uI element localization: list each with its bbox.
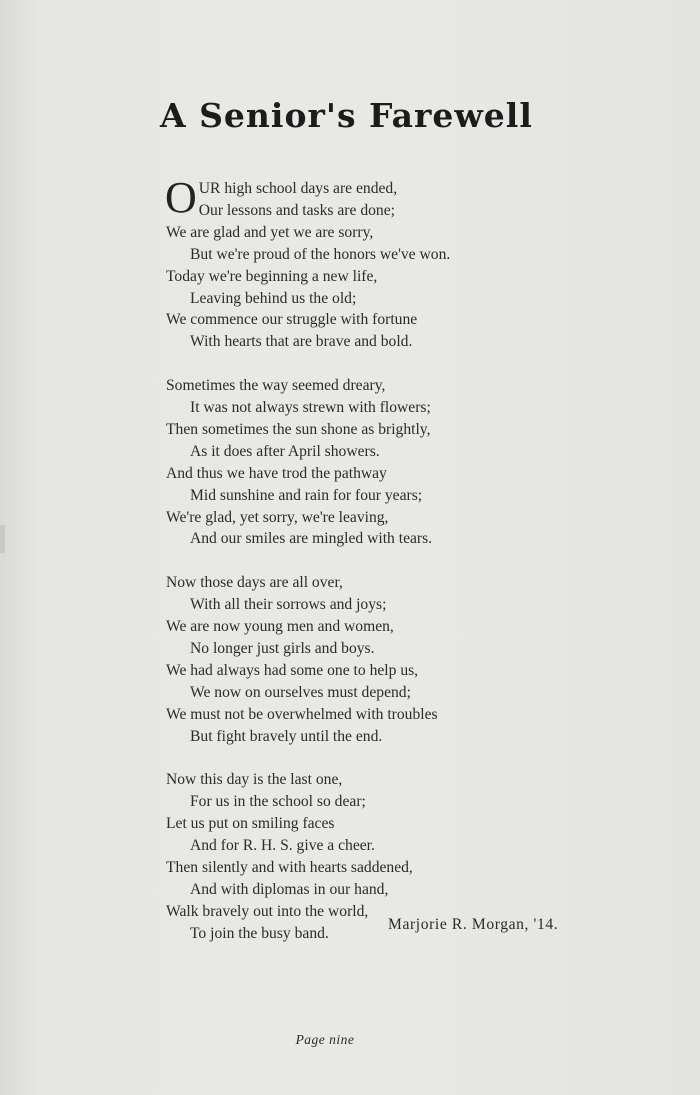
poem-line bbox=[166, 616, 526, 638]
poem-line bbox=[166, 682, 526, 704]
stanza bbox=[166, 572, 526, 747]
poem-line bbox=[166, 813, 526, 835]
poem-line-text: It was not always strewn with flowers; bbox=[190, 399, 431, 417]
poem-line-text: We are now young men and women, bbox=[166, 618, 394, 636]
poem-line-text: Now this day is the last one, bbox=[166, 771, 343, 789]
poem-line-text: With hearts that are brave and bold. bbox=[190, 333, 413, 351]
author-signature: Marjorie R. Morgan, '14. bbox=[388, 916, 559, 933]
drop-cap: O bbox=[165, 173, 197, 222]
poem-line bbox=[166, 528, 526, 550]
poem-line bbox=[166, 507, 526, 529]
poem-line bbox=[166, 660, 526, 682]
poem-line bbox=[166, 879, 526, 901]
poem-line bbox=[166, 331, 526, 353]
poem-line bbox=[166, 485, 526, 507]
poem-line bbox=[166, 419, 526, 441]
poem-line-text: Our lessons and tasks are done; bbox=[198, 201, 395, 219]
poem-title: A Senior's Farewell bbox=[160, 96, 533, 135]
poem-line bbox=[166, 835, 526, 857]
poem-line bbox=[166, 397, 526, 419]
poem-line-text: We're glad, yet sorry, we're leaving, bbox=[166, 508, 389, 526]
poem-line-text: UR high school days are ended, bbox=[198, 180, 398, 197]
poem-line bbox=[166, 638, 526, 660]
poem-line-text: Let us put on smiling faces bbox=[166, 815, 335, 833]
poem-line-text: Walk bravely out into the world, bbox=[166, 902, 369, 920]
poem-line-text: We had always had some one to help us, bbox=[166, 661, 419, 679]
stanza bbox=[166, 375, 526, 550]
page-number: Page nine bbox=[295, 1032, 355, 1047]
poem-line bbox=[166, 572, 526, 594]
poem-line bbox=[166, 857, 526, 879]
poem-line bbox=[166, 463, 526, 485]
page-edge-shadow bbox=[0, 525, 5, 553]
poem-line-text: We now on ourselves must depend; bbox=[190, 683, 411, 701]
poem-line-text: We commence our struggle with fortune bbox=[166, 311, 418, 329]
poem-line-text: And our smiles are mingled with tears. bbox=[190, 530, 433, 548]
poem-line bbox=[166, 769, 526, 791]
poem-line bbox=[166, 594, 526, 616]
poem-line bbox=[166, 791, 526, 813]
poem-line-text: Mid sunshine and rain for four years; bbox=[190, 486, 423, 504]
poem-line-text: And with diplomas in our hand, bbox=[190, 880, 389, 898]
poem-line-text: But we're proud of the honors we've won. bbox=[190, 245, 451, 263]
poem-line bbox=[166, 288, 526, 310]
poem-line bbox=[166, 375, 526, 397]
poem-line bbox=[166, 244, 526, 266]
poem-line-text: We must not be overwhelmed with troubles bbox=[166, 705, 438, 723]
poem-line bbox=[166, 200, 526, 222]
poem-line-text: Now those days are all over, bbox=[166, 574, 343, 592]
poem-line-text: And thus we have trod the pathway bbox=[166, 464, 387, 482]
poem-line bbox=[166, 704, 526, 726]
poem-line-text: Then sometimes the sun shone as brightly, bbox=[166, 420, 431, 438]
poem-line-text: We are glad and yet we are sorry, bbox=[166, 223, 374, 241]
poem-line bbox=[166, 726, 526, 748]
poem-line-text: To join the busy band. bbox=[190, 924, 329, 942]
poem-line bbox=[166, 441, 526, 463]
poem-line-text: For us in the school so dear; bbox=[190, 793, 366, 811]
poem-line bbox=[166, 309, 526, 331]
poem-line-text: No longer just girls and boys. bbox=[190, 640, 375, 657]
poem-line-text: As it does after April showers. bbox=[190, 442, 380, 460]
poem-line-text: Sometimes the way seemed dreary, bbox=[166, 377, 386, 395]
poem-line bbox=[166, 222, 526, 244]
poem-line-text: Then silently and with hearts saddened, bbox=[166, 859, 413, 877]
poem-line-text: But fight bravely until the end. bbox=[190, 727, 383, 745]
poem-line-text: Leaving behind us the old; bbox=[190, 289, 357, 307]
poem-line-text: And for R. H. S. give a cheer. bbox=[190, 837, 375, 855]
poem-line-text: With all their sorrows and joys; bbox=[190, 596, 387, 614]
poem-body bbox=[165, 173, 526, 967]
poem-line bbox=[166, 266, 526, 288]
stanza bbox=[165, 173, 526, 353]
poem-line-text: Today we're beginning a new life, bbox=[166, 267, 378, 285]
